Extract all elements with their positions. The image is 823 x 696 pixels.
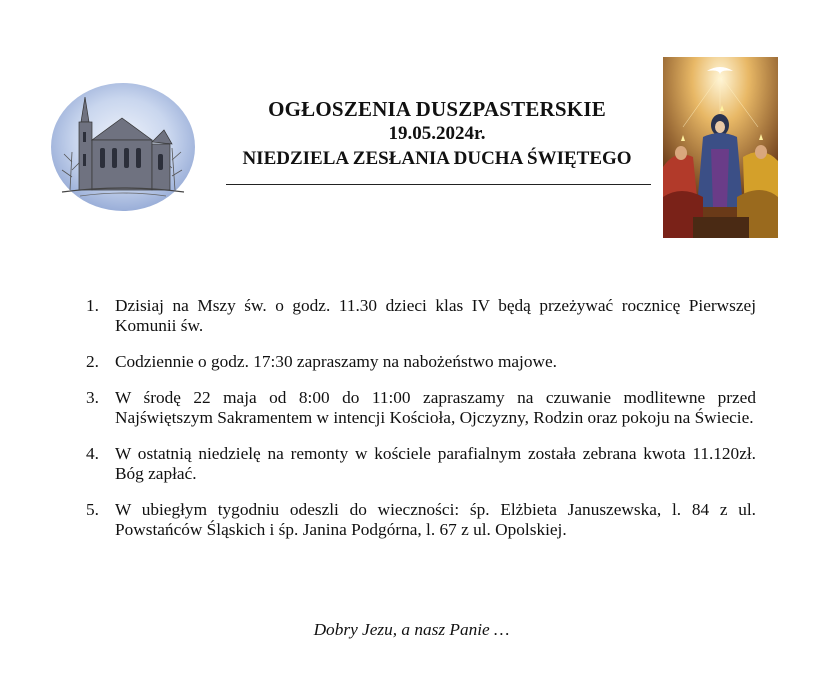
item-text: W ostatnią niedzielę na remonty w kościele parafialnym została zebrana kwota 11.120zł. Bóg zapłać. <box>115 444 756 483</box>
item-number: 2. <box>86 352 99 371</box>
item-text: W środę 22 maja od 8:00 do 11:00 zapraszamy na czuwanie modlitewne przed Najświętszym Sakramentem w intencji Kościoła, Ojczyzny, Rodzin oraz pokoju na Świecie. <box>115 388 756 427</box>
date: 19.05.2024r. <box>388 123 486 144</box>
list-item <box>86 296 756 336</box>
church-image <box>50 82 196 212</box>
closing-prayer: Dobry Jezu, a nasz Panie … <box>313 620 510 639</box>
item-text: W ubiegłym tygodniu odeszli do wieczności: śp. Elżbieta Januszewska, l. 84 z ul. Powstańców Śląskich i śp. Janina Podgórna, l. 67 z ul. Opolskiej. <box>115 500 756 539</box>
list-item <box>86 444 756 484</box>
item-number: 3. <box>86 388 99 407</box>
header <box>222 96 652 172</box>
announcements-list <box>86 296 756 540</box>
header-divider <box>226 184 651 185</box>
pentecost-image <box>663 57 778 238</box>
list-item <box>86 388 756 428</box>
item-text: Codziennie o godz. 17:30 zapraszamy na nabożeństwo majowe. <box>115 352 557 371</box>
list-item <box>86 500 756 540</box>
page-title: OGŁOSZENIA DUSZPASTERSKIE <box>268 97 606 121</box>
subtitle: NIEDZIELA ZESŁANIA DUCHA ŚWIĘTEGO <box>242 148 632 169</box>
item-number: 4. <box>86 444 99 463</box>
item-number: 1. <box>86 296 99 315</box>
list-item <box>86 352 756 372</box>
item-number: 5. <box>86 500 99 519</box>
item-text: Dzisiaj na Mszy św. o godz. 11.30 dzieci klas IV będą przeżywać rocznicę Pierwszej Komunii św. <box>115 296 756 335</box>
